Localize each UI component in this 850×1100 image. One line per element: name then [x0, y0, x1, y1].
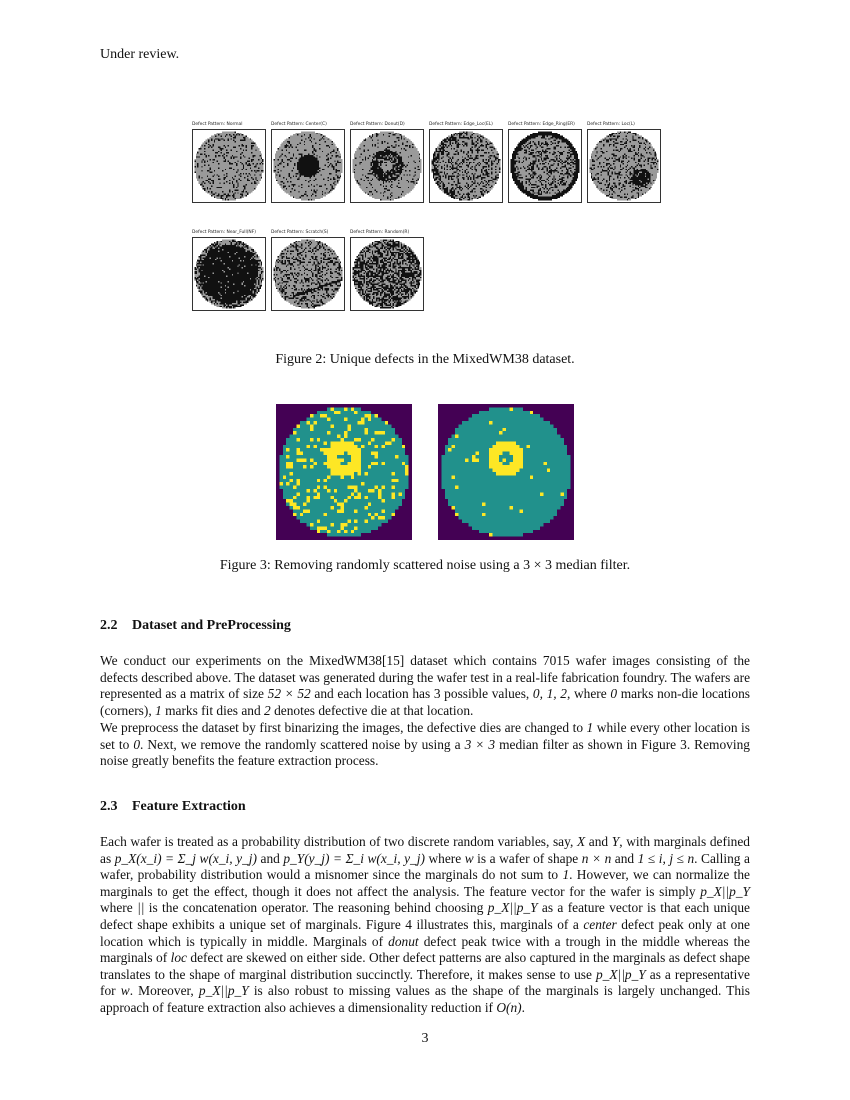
figure-3-caption: Figure 3: Removing randomly scattered noise using a 3 × 3 median filter.: [219, 558, 631, 573]
wafer-panel-donut: [350, 121, 424, 203]
wafer-map-image: [192, 237, 266, 311]
wafer-panel-center: [271, 121, 345, 203]
wafer-title: Defect Pattern: Loc(L): [587, 122, 635, 127]
noisy-wafer-image: [276, 404, 412, 540]
section-number: 2.3: [100, 799, 118, 814]
paragraph-preprocessing: We preprocess the dataset by first binarizing the images, the defective dies are changed to 1 while every other location is set to 0. Next, we remove the randomly scattered noise by using a 3 × 3 median filter as shown in Figure 3. Removing noise greatly benefits the feature extraction process.: [100, 720, 750, 769]
wafer-map-image: [271, 237, 345, 311]
wafer-map-image: [350, 237, 424, 311]
section-title: Feature Extraction: [132, 799, 246, 814]
figure-2-caption: Figure 2: Unique defects in the MixedWM38 dataset.: [275, 352, 575, 367]
wafer-panel-near-full: [192, 229, 266, 311]
paragraph-dataset: We conduct our experiments on the MixedWM38[15] dataset which contains 7015 wafer images consisting of the defects described above. The dataset was generated during the wafer test in a real-life fabrication foundry. The wafers are represented as a matrix of size 52 × 52 and each location has 3 possible values, 0, 1, 2, where 0 marks non-die locations (corners), 1 marks fit dies and 2 denotes defective die at that location.: [100, 653, 751, 718]
wafer-map-image: [508, 129, 582, 203]
wafer-title: Defect Pattern: Normal: [192, 122, 243, 127]
wafer-title: Defect Pattern: Center(C): [271, 122, 327, 127]
wafer-panel-edge-loc: [429, 121, 503, 203]
wafer-title: Defect Pattern: Edge_Ring(ER): [508, 122, 575, 127]
wafer-title: Defect Pattern: Random(R): [350, 230, 410, 235]
page-number: 3: [421, 1031, 429, 1046]
wafer-map-image: [192, 129, 266, 203]
wafer-map-image: [350, 129, 424, 203]
wafer-title: Defect Pattern: Edge_Loc(EL): [429, 122, 493, 127]
running-header: Under review.: [100, 47, 180, 62]
wafer-title: Defect Pattern: Scratch(S): [271, 230, 329, 235]
wafer-panel-loc: [587, 121, 661, 203]
section-title: Dataset and PreProcessing: [132, 618, 291, 633]
paragraph-feature-extraction: Each wafer is treated as a probability distribution of two discrete random variables, say, X and Y, with marginals defined as p_X(x_i) = Σ_j w(x_i, y_j) and p_Y(y_j) = Σ_i w(x_i, y_j) where w is a wafer of shape n × n and 1 ≤ i, j ≤ n. Calling a wafer, probability distribution would a misnomer since the marginals do not sum to 1. However, we can normalize the marginals to get the effect, though it does not affect the analysis. The feature vector for the wafer is simply p_X||p_Y where || is the concatenation operator. The reasoning behind choosing p_X||p_Y as a feature vector is that each unique defect shape exhibits a unique set of marginals. Figure 4 illustrates this, marginals of a center defect peak only at one location which is typically in middle. Marginals of donut defect peak twice with a trough in the middle whereas the marginals of loc defect are skewed on either side. Other defect patterns are also captured in the marginals as defect shape translates to the shape of marginal distribution succinctly. Therefore, it makes sense to use p_X||p_Y as a representative for w. Moreover, p_X||p_Y is also robust to missing values as the shape of the marginals is largely unchanged. This approach of feature extraction also achieves a dimensionality reduction if O(n).: [100, 834, 751, 1015]
wafer-map-image: [271, 129, 345, 203]
wafer-panel-random: [350, 229, 424, 311]
wafer-title: Defect Pattern: Near_Full(NF): [192, 230, 256, 235]
wafer-title: Defect Pattern: Donut(D): [350, 122, 405, 127]
section-heading-2-2: [100, 618, 291, 634]
wafer-map-image: [429, 129, 503, 203]
filtered-wafer-image: [438, 404, 574, 540]
section-heading-2-3: [100, 799, 246, 815]
wafer-panel-edge-ring: [508, 121, 582, 203]
wafer-panel-normal: [192, 121, 266, 203]
wafer-panel-scratch: [271, 229, 345, 311]
wafer-map-image: [587, 129, 661, 203]
section-number: 2.2: [100, 618, 118, 633]
